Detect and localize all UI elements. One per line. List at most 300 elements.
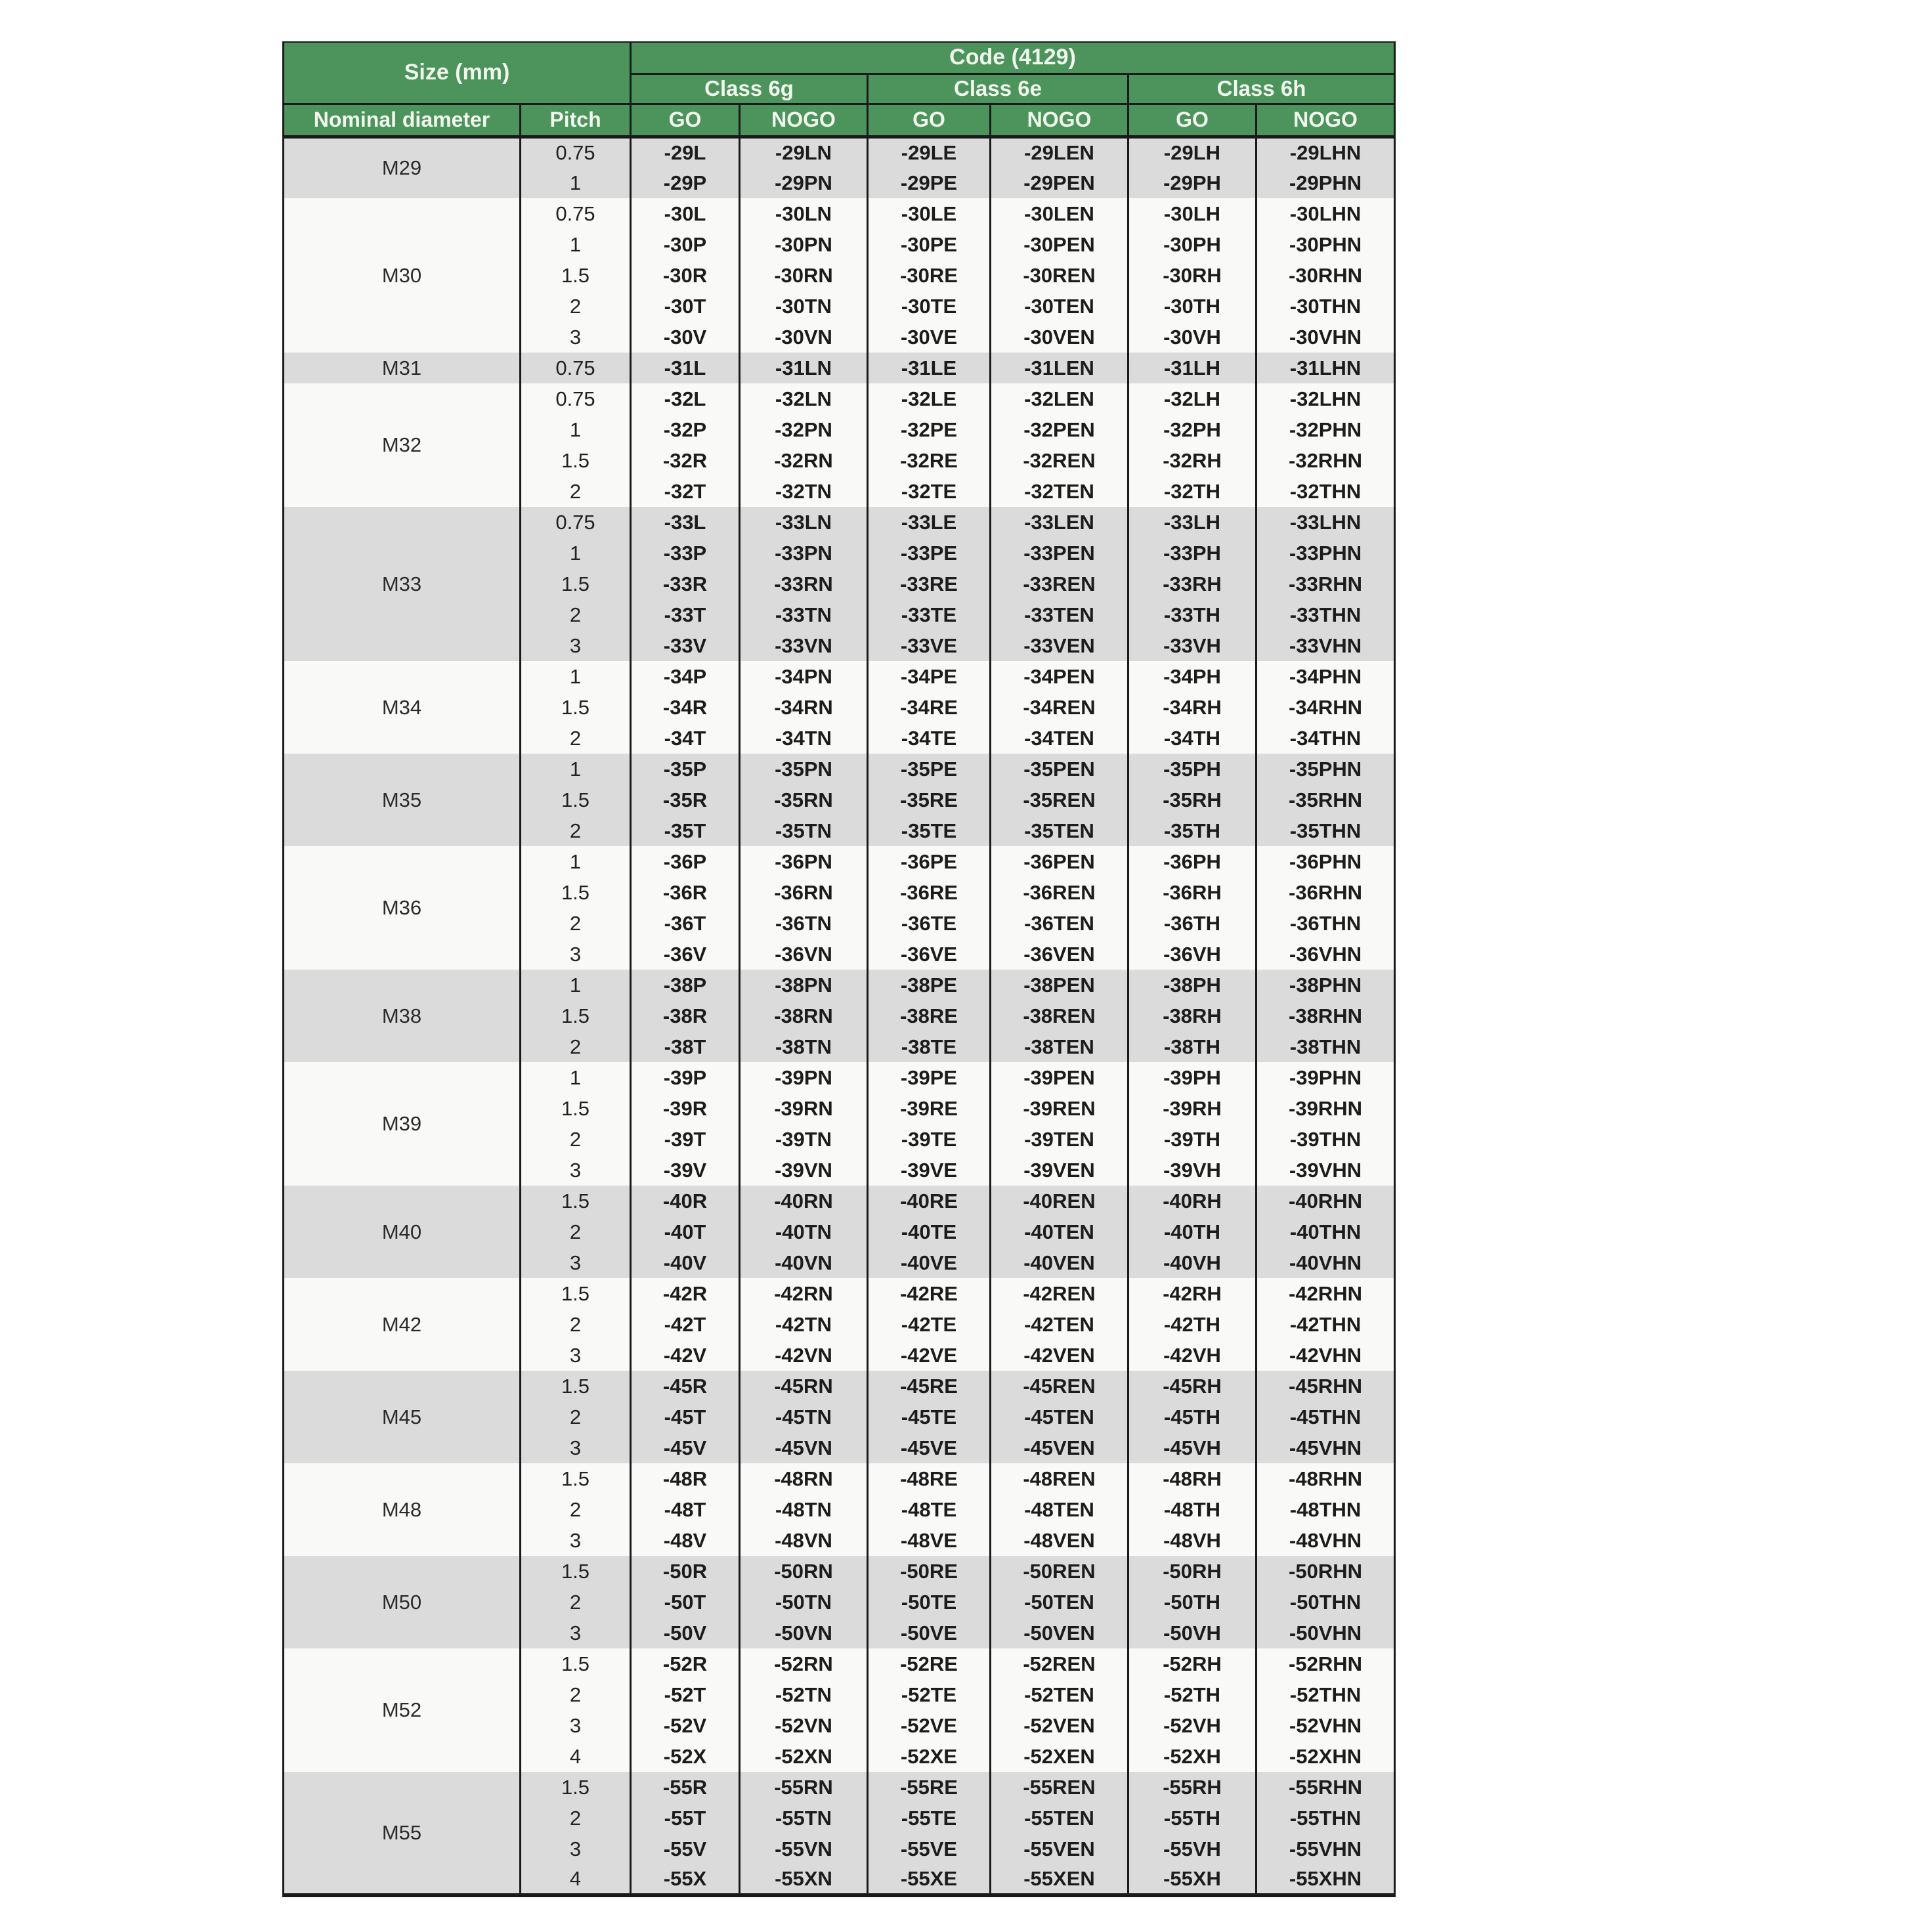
code-cell: -35P (631, 754, 740, 784)
code-cell: -35TE (868, 815, 991, 846)
code-cell: -32PHN (1256, 414, 1395, 445)
code-cell: -33RH (1128, 569, 1256, 599)
code-cell: -33LH (1128, 507, 1256, 538)
pitch-cell: 1 (521, 1062, 631, 1093)
code-cell: -48T (631, 1494, 740, 1525)
code-cell: -30THN (1256, 291, 1395, 322)
code-cell: -39PN (740, 1062, 868, 1093)
code-cell: -34TN (740, 723, 868, 754)
code-cell: -39PE (868, 1062, 991, 1093)
class-6g-header: Class 6g (631, 74, 868, 104)
pitch-cell: 0.75 (521, 507, 631, 538)
pitch-cell: 0.75 (521, 198, 631, 229)
code-cell: -52TE (868, 1679, 991, 1710)
table-body (284, 137, 1395, 1895)
code-cell: -36VH (1128, 939, 1256, 970)
code-cell: -32TEN (991, 476, 1128, 507)
code-cell: -39VH (1128, 1155, 1256, 1186)
code-cell: -50RE (868, 1556, 991, 1587)
code-cell: -40VN (740, 1247, 868, 1278)
code-cell: -45THN (1256, 1402, 1395, 1432)
code-cell: -45R (631, 1371, 740, 1402)
code-cell: -48RHN (1256, 1463, 1395, 1494)
code-cell: -48TN (740, 1494, 868, 1525)
code-cell: -40TN (740, 1216, 868, 1247)
pitch-cell: 0.75 (521, 353, 631, 383)
table-row (284, 846, 1395, 877)
table-row (284, 1062, 1395, 1093)
code-cell: -48V (631, 1525, 740, 1556)
code-cell: -34T (631, 723, 740, 754)
code-cell: -38THN (1256, 1031, 1395, 1062)
code-cell: -48RE (868, 1463, 991, 1494)
code-cell: -29PHN (1256, 167, 1395, 198)
code-cell: -38REN (991, 1000, 1128, 1031)
nogo-header-6h: NOGO (1256, 104, 1395, 137)
go-header-6h: GO (1128, 104, 1256, 137)
code-cell: -35T (631, 815, 740, 846)
code-cell: -50TEN (991, 1587, 1128, 1618)
code-cell: -34P (631, 661, 740, 692)
pitch-cell: 1 (521, 229, 631, 260)
code-cell: -55VHN (1256, 1834, 1395, 1864)
code-cell: -52TN (740, 1679, 868, 1710)
code-cell: -38PE (868, 970, 991, 1000)
code-cell: -36TN (740, 908, 868, 939)
code-cell: -55RN (740, 1772, 868, 1803)
pitch-cell: 1.5 (521, 1556, 631, 1587)
code-cell: -42VE (868, 1340, 991, 1371)
code-cell: -34PHN (1256, 661, 1395, 692)
code-cell: -55XHN (1256, 1864, 1395, 1895)
code-cell: -30LHN (1256, 198, 1395, 229)
code-cell: -33RHN (1256, 569, 1395, 599)
code-cell: -52RHN (1256, 1648, 1395, 1679)
code-cell: -52XH (1128, 1741, 1256, 1772)
code-cell: -29LEN (991, 137, 1128, 167)
nominal-diameter-cell: M32 (284, 383, 521, 507)
code-cell: -50TH (1128, 1587, 1256, 1618)
nominal-diameter-cell: M42 (284, 1278, 521, 1371)
code-cell: -45TN (740, 1402, 868, 1432)
pitch-cell: 2 (521, 1309, 631, 1340)
code-cell: -31LH (1128, 353, 1256, 383)
code-cell: -52XEN (991, 1741, 1128, 1772)
code-cell: -42TH (1128, 1309, 1256, 1340)
pitch-cell: 2 (521, 599, 631, 630)
code-cell: -30LH (1128, 198, 1256, 229)
pitch-cell: 3 (521, 1525, 631, 1556)
code-cell: -50REN (991, 1556, 1128, 1587)
table-row (284, 970, 1395, 1000)
code-cell: -30VHN (1256, 322, 1395, 353)
code-cell: -36VE (868, 939, 991, 970)
pitch-cell: 3 (521, 1618, 631, 1648)
code-cell: -36PEN (991, 846, 1128, 877)
code-cell: -42VEN (991, 1340, 1128, 1371)
code-cell: -33PHN (1256, 538, 1395, 569)
code-cell: -48VEN (991, 1525, 1128, 1556)
code-cell: -35TN (740, 815, 868, 846)
code-cell: -50VN (740, 1618, 868, 1648)
code-cell: -52XE (868, 1741, 991, 1772)
code-cell: -33LHN (1256, 507, 1395, 538)
nominal-diameter-cell: M45 (284, 1371, 521, 1463)
code-cell: -30LEN (991, 198, 1128, 229)
code-cell: -38P (631, 970, 740, 1000)
go-header-6g: GO (631, 104, 740, 137)
pitch-cell: 1 (521, 846, 631, 877)
code-cell: -52VN (740, 1710, 868, 1741)
code-cell: -40VE (868, 1247, 991, 1278)
code-cell: -52THN (1256, 1679, 1395, 1710)
code-cell: -32LN (740, 383, 868, 414)
code-cell: -33VN (740, 630, 868, 661)
nominal-diameter-cell: M29 (284, 137, 521, 198)
code-cell: -33VHN (1256, 630, 1395, 661)
code-cell: -39R (631, 1093, 740, 1124)
code-cell: -33T (631, 599, 740, 630)
code-cell: -42RN (740, 1278, 868, 1309)
pitch-cell: 2 (521, 723, 631, 754)
code-cell: -29LN (740, 137, 868, 167)
code-cell: -40RE (868, 1186, 991, 1216)
code-cell: -55XEN (991, 1864, 1128, 1895)
code-cell: -33VH (1128, 630, 1256, 661)
code-cell: -38PEN (991, 970, 1128, 1000)
table-row (284, 1463, 1395, 1494)
code-cell: -30L (631, 198, 740, 229)
code-cell: -29PE (868, 167, 991, 198)
code-cell: -38TN (740, 1031, 868, 1062)
gauge-code-table-container (282, 41, 1396, 1897)
code-cell: -55RH (1128, 1772, 1256, 1803)
code-cell: -55R (631, 1772, 740, 1803)
code-cell: -35TH (1128, 815, 1256, 846)
code-cell: -34TH (1128, 723, 1256, 754)
code-cell: -29PN (740, 167, 868, 198)
code-cell: -55T (631, 1803, 740, 1834)
code-cell: -50VH (1128, 1618, 1256, 1648)
code-cell: -52T (631, 1679, 740, 1710)
code-cell: -55VEN (991, 1834, 1128, 1864)
code-cell: -34PN (740, 661, 868, 692)
code-cell: -40R (631, 1186, 740, 1216)
code-cell: -35RN (740, 784, 868, 815)
code-cell: -48VE (868, 1525, 991, 1556)
code-cell: -48VHN (1256, 1525, 1395, 1556)
code-cell: -30PN (740, 229, 868, 260)
code-cell: -39REN (991, 1093, 1128, 1124)
code-group-header: Code (4129) (631, 42, 1395, 74)
code-cell: -52XN (740, 1741, 868, 1772)
code-cell: -30T (631, 291, 740, 322)
code-cell: -34R (631, 692, 740, 723)
code-cell: -39VN (740, 1155, 868, 1186)
pitch-cell: 2 (521, 815, 631, 846)
code-cell: -36PH (1128, 846, 1256, 877)
code-cell: -55REN (991, 1772, 1128, 1803)
nominal-diameter-cell: M52 (284, 1648, 521, 1772)
code-cell: -48REN (991, 1463, 1128, 1494)
code-cell: -30P (631, 229, 740, 260)
code-cell: -40TH (1128, 1216, 1256, 1247)
pitch-cell: 3 (521, 939, 631, 970)
code-cell: -38TH (1128, 1031, 1256, 1062)
code-cell: -36VN (740, 939, 868, 970)
code-cell: -39VE (868, 1155, 991, 1186)
code-cell: -52REN (991, 1648, 1128, 1679)
code-cell: -34PEN (991, 661, 1128, 692)
code-cell: -33V (631, 630, 740, 661)
code-cell: -31L (631, 353, 740, 383)
code-cell: -32P (631, 414, 740, 445)
code-cell: -33RN (740, 569, 868, 599)
code-cell: -35RE (868, 784, 991, 815)
code-cell: -32LEN (991, 383, 1128, 414)
code-cell: -30LE (868, 198, 991, 229)
code-cell: -33TE (868, 599, 991, 630)
nominal-diameter-cell: M38 (284, 970, 521, 1062)
code-cell: -30PH (1128, 229, 1256, 260)
code-cell: -30V (631, 322, 740, 353)
pitch-cell: 1.5 (521, 1371, 631, 1402)
code-cell: -50T (631, 1587, 740, 1618)
code-cell: -45VEN (991, 1432, 1128, 1463)
code-cell: -42R (631, 1278, 740, 1309)
code-cell: -33LE (868, 507, 991, 538)
code-cell: -29LHN (1256, 137, 1395, 167)
code-cell: -39V (631, 1155, 740, 1186)
code-cell: -55XN (740, 1864, 868, 1895)
code-cell: -42VHN (1256, 1340, 1395, 1371)
code-cell: -39RH (1128, 1093, 1256, 1124)
pitch-cell: 1.5 (521, 1000, 631, 1031)
code-cell: -39RE (868, 1093, 991, 1124)
code-cell: -38TE (868, 1031, 991, 1062)
pitch-header: Pitch (521, 104, 631, 137)
code-cell: -38R (631, 1000, 740, 1031)
code-cell: -45TEN (991, 1402, 1128, 1432)
code-cell: -33LEN (991, 507, 1128, 538)
class-6e-header: Class 6e (868, 74, 1128, 104)
code-cell: -40THN (1256, 1216, 1395, 1247)
pitch-cell: 1 (521, 414, 631, 445)
code-cell: -36TE (868, 908, 991, 939)
code-cell: -36RE (868, 877, 991, 908)
code-cell: -45VE (868, 1432, 991, 1463)
pitch-cell: 3 (521, 630, 631, 661)
pitch-cell: 2 (521, 1031, 631, 1062)
code-cell: -33VEN (991, 630, 1128, 661)
code-cell: -32PH (1128, 414, 1256, 445)
pitch-cell: 0.75 (521, 383, 631, 414)
pitch-cell: 3 (521, 322, 631, 353)
code-cell: -36THN (1256, 908, 1395, 939)
pitch-cell: 4 (521, 1864, 631, 1895)
table-row (284, 198, 1395, 229)
size-group-header: Size (mm) (284, 42, 631, 104)
code-cell: -30REN (991, 260, 1128, 291)
code-cell: -45TE (868, 1402, 991, 1432)
code-cell: -35PN (740, 754, 868, 784)
pitch-cell: 1.5 (521, 1093, 631, 1124)
code-cell: -36RN (740, 877, 868, 908)
code-cell: -42T (631, 1309, 740, 1340)
code-cell: -32TE (868, 476, 991, 507)
code-cell: -40REN (991, 1186, 1128, 1216)
code-cell: -50RN (740, 1556, 868, 1587)
code-cell: -35RHN (1256, 784, 1395, 815)
code-cell: -50THN (1256, 1587, 1395, 1618)
code-cell: -48VH (1128, 1525, 1256, 1556)
code-cell: -39PHN (1256, 1062, 1395, 1093)
code-cell: -35RH (1128, 784, 1256, 815)
code-cell: -36RH (1128, 877, 1256, 908)
code-cell: -48THN (1256, 1494, 1395, 1525)
code-cell: -32RHN (1256, 445, 1395, 476)
code-cell: -39RHN (1256, 1093, 1395, 1124)
code-cell: -36TEN (991, 908, 1128, 939)
code-cell: -33PEN (991, 538, 1128, 569)
pitch-cell: 1.5 (521, 1278, 631, 1309)
code-cell: -33RE (868, 569, 991, 599)
table-row (284, 1371, 1395, 1402)
code-cell: -38RH (1128, 1000, 1256, 1031)
table-row (284, 507, 1395, 538)
code-cell: -30PE (868, 229, 991, 260)
pitch-cell: 1 (521, 970, 631, 1000)
code-cell: -32PN (740, 414, 868, 445)
code-cell: -55V (631, 1834, 740, 1864)
code-cell: -38T (631, 1031, 740, 1062)
code-cell: -30TH (1128, 291, 1256, 322)
code-cell: -52RE (868, 1648, 991, 1679)
table-row (284, 1648, 1395, 1679)
code-cell: -30VH (1128, 322, 1256, 353)
pitch-cell: 1 (521, 754, 631, 784)
code-cell: -36PN (740, 846, 868, 877)
code-cell: -35THN (1256, 815, 1395, 846)
code-cell: -33LN (740, 507, 868, 538)
pitch-cell: 1 (521, 167, 631, 198)
code-cell: -38PN (740, 970, 868, 1000)
code-cell: -40TEN (991, 1216, 1128, 1247)
code-cell: -52V (631, 1710, 740, 1741)
code-cell: -52X (631, 1741, 740, 1772)
code-cell: -52VE (868, 1710, 991, 1741)
code-cell: -42VN (740, 1340, 868, 1371)
code-cell: -36VEN (991, 939, 1128, 970)
nominal-diameter-cell: M36 (284, 846, 521, 970)
code-cell: -39TE (868, 1124, 991, 1155)
code-cell: -36V (631, 939, 740, 970)
code-cell: -45VHN (1256, 1432, 1395, 1463)
code-cell: -36PE (868, 846, 991, 877)
code-cell: -42RH (1128, 1278, 1256, 1309)
code-cell: -50VHN (1256, 1618, 1395, 1648)
code-cell: -36P (631, 846, 740, 877)
pitch-cell: 2 (521, 1402, 631, 1432)
code-cell: -30VE (868, 322, 991, 353)
code-cell: -30LN (740, 198, 868, 229)
code-cell: -48RH (1128, 1463, 1256, 1494)
code-cell: -36TH (1128, 908, 1256, 939)
code-cell: -52VHN (1256, 1710, 1395, 1741)
code-cell: -32TN (740, 476, 868, 507)
pitch-cell: 3 (521, 1834, 631, 1864)
code-cell: -32RH (1128, 445, 1256, 476)
code-cell: -33PN (740, 538, 868, 569)
code-cell: -52VEN (991, 1710, 1128, 1741)
code-cell: -52TH (1128, 1679, 1256, 1710)
code-cell: -55VH (1128, 1834, 1256, 1864)
pitch-cell: 1.5 (521, 260, 631, 291)
nominal-diameter-cell: M39 (284, 1062, 521, 1186)
code-cell: -40TE (868, 1216, 991, 1247)
code-cell: -45RHN (1256, 1371, 1395, 1402)
code-cell: -35PEN (991, 754, 1128, 784)
code-cell: -34TE (868, 723, 991, 754)
code-cell: -52RH (1128, 1648, 1256, 1679)
code-cell: -55TN (740, 1803, 868, 1834)
table-row (284, 1772, 1395, 1803)
code-cell: -30PHN (1256, 229, 1395, 260)
code-cell: -50R (631, 1556, 740, 1587)
code-cell: -42TE (868, 1309, 991, 1340)
code-cell: -42RE (868, 1278, 991, 1309)
code-cell: -45RE (868, 1371, 991, 1402)
code-cell: -34PE (868, 661, 991, 692)
code-cell: -48VN (740, 1525, 868, 1556)
code-cell: -39PH (1128, 1062, 1256, 1093)
code-cell: -42TN (740, 1309, 868, 1340)
code-cell: -32TH (1128, 476, 1256, 507)
code-cell: -50RHN (1256, 1556, 1395, 1587)
pitch-cell: 2 (521, 1679, 631, 1710)
pitch-cell: 1.5 (521, 445, 631, 476)
code-cell: -45VN (740, 1432, 868, 1463)
code-cell: -31LHN (1256, 353, 1395, 383)
code-cell: -29PEN (991, 167, 1128, 198)
nominal-diameter-cell: M34 (284, 661, 521, 754)
nominal-diameter-cell: M33 (284, 507, 521, 661)
code-cell: -45VH (1128, 1432, 1256, 1463)
pitch-cell: 2 (521, 1587, 631, 1618)
code-cell: -39VEN (991, 1155, 1128, 1186)
code-cell: -30R (631, 260, 740, 291)
code-cell: -38PH (1128, 970, 1256, 1000)
code-cell: -31LEN (991, 353, 1128, 383)
code-cell: -33TH (1128, 599, 1256, 630)
code-cell: -39TN (740, 1124, 868, 1155)
code-cell: -30RH (1128, 260, 1256, 291)
code-cell: -30VN (740, 322, 868, 353)
code-cell: -32RN (740, 445, 868, 476)
code-cell: -48R (631, 1463, 740, 1494)
nominal-diameter-cell: M30 (284, 198, 521, 353)
code-cell: -39THN (1256, 1124, 1395, 1155)
code-cell: -40T (631, 1216, 740, 1247)
code-cell: -39RN (740, 1093, 868, 1124)
code-cell: -38RHN (1256, 1000, 1395, 1031)
code-cell: -50VE (868, 1618, 991, 1648)
pitch-cell: 1.5 (521, 784, 631, 815)
code-cell: -52RN (740, 1648, 868, 1679)
header-row-1 (284, 42, 1395, 74)
code-cell: -30PEN (991, 229, 1128, 260)
code-cell: -55RHN (1256, 1772, 1395, 1803)
